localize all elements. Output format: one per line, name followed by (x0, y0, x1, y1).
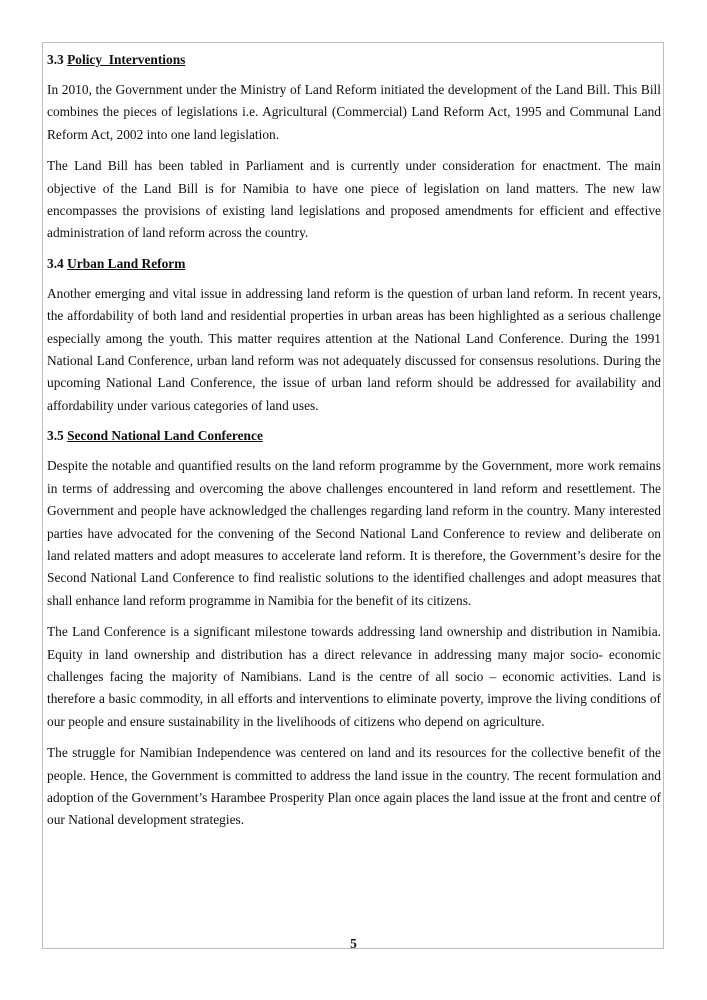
page-number: 5 (350, 936, 357, 951)
section-policy-interventions (47, 50, 661, 245)
paragraph: Another emerging and vital issue in addressing land reform is the question of urban land reform. In recent years, the affordability of both land and residential properties in urban areas has been highlighted as a serious challenge especially among the youth. This matter requires attention at the National Land Conference. During the 1991 National Land Conference, urban land reform was not adequately discussed for consensus resolutions. During the upcoming National Land Conference, the issue of urban land reform should be addressed for availability and affordability under various categories of land uses. (47, 285, 661, 413)
paragraph: The Land Conference is a significant milestone towards addressing land ownership and distribution in Namibia. Equity in land ownership and distribution has a direct relevance in addressing many major socio- economic challenges facing the majority of Namibians. Land is the centre of all socio – economic activities. Land is therefore a basic commodity, in all efforts and interventions to eliminate poverty, improve the living conditions of our people and ensure sustainability in the livelihoods of citizens who depend on agriculture. (47, 624, 661, 729)
section-title: Policy Interventions (67, 52, 186, 67)
paragraph: Despite the notable and quantified results on the land reform programme by the Government, more work remains in terms of addressing and overcoming the above challenges encountered in land reform and resettlement. The Government and people have acknowledged the challenges regarding land reform in the country. Many interested parties have advocated for the convening of the Second National Land Conference to review and deliberate on land related matters and adopt measures to accelerate land reform. It is therefore, the Government’s desire for the Second National Land Conference to find realistic solutions to the identified challenges and adopt measures that shall enhance land reform programme in Namibia for the benefit of its citizens. (47, 458, 661, 608)
section-second-national-land-conference (47, 426, 661, 832)
paragraph: The Land Bill has been tabled in Parliament and is currently under consideration for enactment. The main objective of the Land Bill is for Namibia to have one piece of legislation on land matters. The new law encompasses the provisions of existing land legislations and proposed amendments for efficient and effective administration of land reform across the country. (47, 158, 661, 241)
section-number: 3.5 (47, 428, 64, 444)
section-heading (47, 50, 661, 70)
section-title: Second National Land Conference (67, 428, 263, 444)
section-number: 3.4 (47, 255, 64, 271)
section-urban-land-reform (47, 254, 661, 417)
section-heading (47, 426, 661, 446)
paragraph: In 2010, the Government under the Ministry of Land Reform initiated the development of the Land Bill. This Bill combines the pieces of legislations i.e. Agricultural (Commercial) Land Reform Act, 1995 and Communal Land Reform Act, 2002 into one land legislation. (47, 82, 661, 142)
paragraph: The struggle for Namibian Independence was centered on land and its resources for the collective benefit of the people. Hence, the Government is committed to address the land issue in the country. The recent formulation and adoption of the Government’s Harambee Prosperity Plan once again places the land issue at the front and centre of our National development strategies. (47, 745, 661, 828)
section-number: 3.3 (47, 52, 64, 67)
section-heading (47, 254, 661, 274)
document-body (47, 50, 661, 841)
section-title: Urban Land Reform (67, 255, 186, 271)
